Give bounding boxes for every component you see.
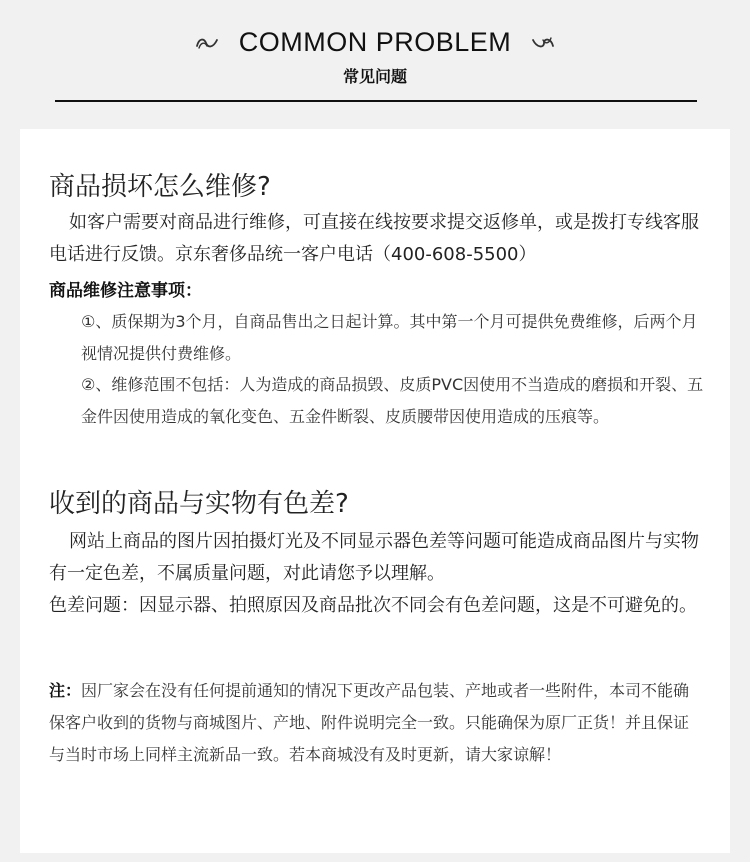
repair-answer — [49, 207, 709, 271]
header-divider — [55, 100, 697, 102]
color-question: 收到的商品与实物有色差? — [49, 489, 349, 519]
repair-notes-title: 商品维修注意事项： — [49, 281, 202, 301]
repair-answer-text: 如客户需要对商品进行维修，可直接在线按要求提交返修单，或是拨打专线客服电话进行反馈。京东奢侈品统一客户电话（400-608-5500） — [49, 212, 699, 265]
repair-question: 商品损坏怎么维修? — [49, 172, 271, 202]
repair-notes-list — [81, 306, 711, 432]
note-label: 注： — [49, 681, 82, 700]
page-title-english: COMMON PROBLEM — [238, 27, 512, 57]
repair-note-item: ①、质保期为3个月，自商品售出之日起计算。其中第一个月可提供免费维修，后两个月视情况提供付费维修。 — [81, 312, 698, 363]
note-text: 因厂家会在没有任何提前通知的情况下更改产品包装、产地或者一些附件，本司不能确保客户收到的货物与商城图片、产地、附件说明完全一致。只能确保为原厂正货！并且保证与当时市场上同样主流新品一致。若本商城没有及时更新，请大家谅解！ — [49, 681, 690, 764]
header — [0, 0, 750, 130]
color-answer-text: 网站上商品的图片因拍摄灯光及不同显示器色差等问题可能造成商品图片与实物有一定色差，不属质量问题，对此请您予以理解。 — [49, 531, 699, 584]
right-swirl-icon — [531, 36, 555, 50]
page-title-chinese: 常见问题 — [342, 67, 407, 86]
left-swirl-icon — [195, 36, 219, 50]
faq-card — [20, 129, 730, 853]
color-issue: 色差问题：因显示器、拍照原因及商品批次不同会有色差问题，这是不可避免的。 — [49, 595, 697, 616]
disclaimer-note — [49, 675, 704, 771]
color-answer — [49, 526, 709, 590]
repair-note-item: ②、维修范围不包括：人为造成的商品损毁、皮质PVC因使用不当造成的磨损和开裂、五金件因使用造成的氧化变色、五金件断裂、皮质腰带因使用造成的压痕等。 — [81, 375, 704, 426]
title-row — [0, 27, 750, 58]
